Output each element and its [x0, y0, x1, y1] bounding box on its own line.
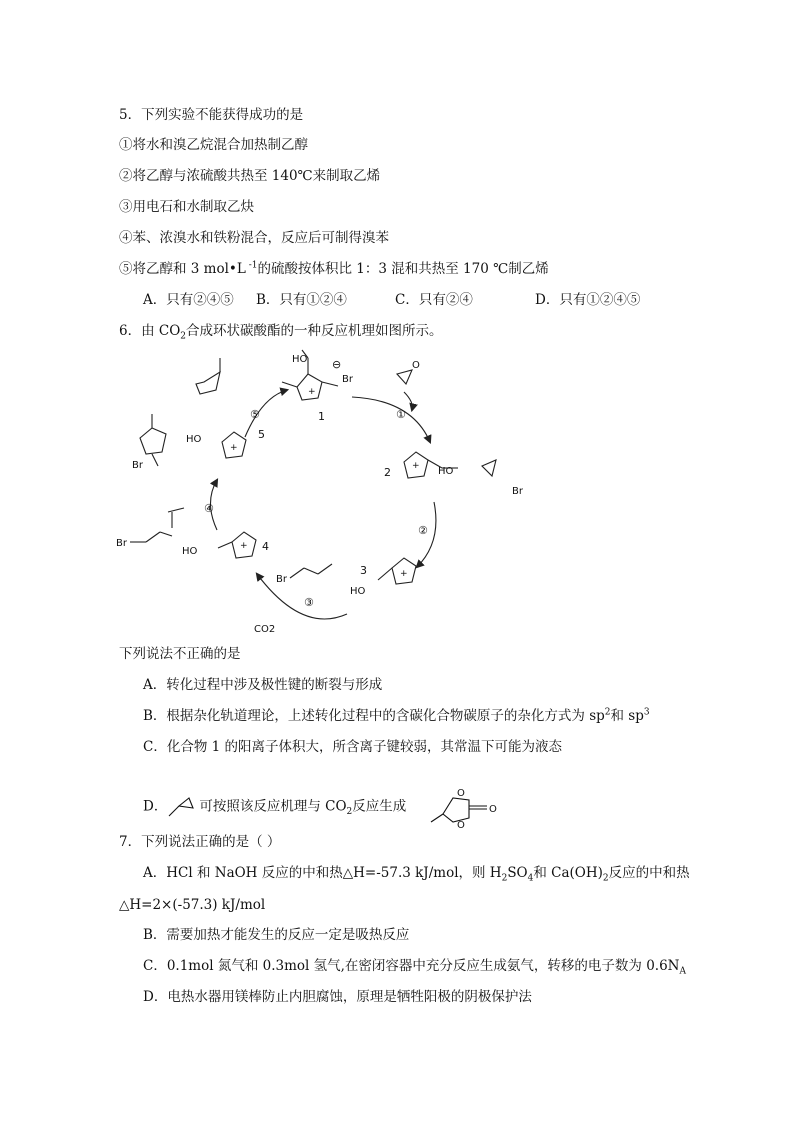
- propylene-carbonate-structure: [425, 784, 503, 830]
- q7-option-b: B．需要加热才能发生的反应一定是吸热反应: [143, 927, 410, 943]
- step-1-label: ①: [396, 408, 406, 421]
- q7-stem: 7．下列说法正确的是（ ）: [119, 834, 281, 850]
- bromide-2: Br: [512, 486, 523, 497]
- q7-option-c: C．0.1mol 氮气和 0.3mol 氢气,在密闭容器中充分反应生成氨气，转移的电子数为 $0.6N_A$: [143, 958, 686, 977]
- step-2-label: ②: [418, 524, 428, 537]
- step-3-label: ③: [304, 596, 314, 609]
- product-ring: [196, 372, 220, 394]
- step-4-label: ④: [204, 502, 214, 515]
- q6-option-a: A．转化过程中涉及极性键的断裂与形成: [143, 677, 383, 693]
- compound-5-label: 5: [258, 428, 265, 441]
- compound-2-label: 2: [384, 466, 391, 479]
- q5-stem: 5．下列实验不能获得成功的是: [119, 107, 304, 123]
- bromide-1: Br: [342, 374, 353, 385]
- q5-option-a: A．只有②④⑤: [143, 292, 234, 308]
- compound-1-label: 1: [318, 410, 325, 423]
- carbonyl-oxygen: O: [488, 804, 497, 815]
- q5-options: [143, 291, 640, 309]
- hydroxyl-1: HO: [292, 354, 308, 365]
- hydroxyl-4: HO: [182, 546, 198, 557]
- q6-stem: 6．由 $CO_2$合成环状碳酸酯的一种反应机理如图所示。: [119, 323, 443, 342]
- cycle-arc-1: [352, 397, 430, 442]
- step-5-label: ⑤: [250, 408, 260, 421]
- carbonate-oxygen-2: O: [456, 820, 465, 830]
- compound-3-label: 3: [360, 564, 367, 577]
- hydroxyl-3: HO: [350, 586, 366, 597]
- cation-charge-3: +: [400, 569, 408, 579]
- q5-item-2: ②将乙醇与浓硫酸共热至 140℃来制取乙烯: [119, 168, 381, 184]
- bromide-5: Br: [132, 460, 143, 471]
- q5-option-b: B．只有①②④: [256, 292, 347, 308]
- epoxide-oxygen: O: [412, 360, 420, 371]
- carbonate-oxygen-1: O: [456, 788, 465, 799]
- anion-charge-1: ⊖: [332, 358, 342, 371]
- bromide-4: Br: [116, 538, 127, 549]
- q7-option-a-line1: A．HCl 和 NaOH 反应的中和热△H=-57.3 kJ/mol，则 $H_2SO_4$和 $Ca(OH)_2$反应的中和热: [143, 865, 690, 884]
- q7-option-a-line2: △H=2×(-57.3) kJ/mol: [119, 897, 266, 913]
- compound-4-label: 4: [262, 540, 269, 553]
- q5-item-3: ③用电石和水制取乙炔: [119, 199, 254, 215]
- q5-item-1: ①将水和溴乙烷混合加热制乙醇: [119, 137, 308, 153]
- q5-option-d: D．只有①②④⑤: [535, 292, 641, 308]
- bromide-3: Br: [276, 574, 287, 585]
- q6-prompt: 下列说法不正确的是: [119, 646, 241, 662]
- propylene-oxide-structure: [167, 794, 199, 820]
- hydroxyl-2: HO: [438, 466, 454, 477]
- hydroxyl-5: HO: [186, 434, 202, 445]
- q5-option-c: C．只有②④: [395, 292, 473, 308]
- q6-option-c: C．化合物 1 的阳离子体积大，所含离子键较弱，其常温下可能为液态: [143, 739, 563, 755]
- q5-item-5: ⑤将乙醇和 3 mol•L $^{-1}$的硫酸按体积比 1：3 混和共热至 170 ℃制乙烯: [119, 260, 549, 277]
- cation-charge-2: +: [412, 461, 420, 471]
- cation-charge-5: +: [230, 443, 238, 453]
- co2-label: CO2: [254, 624, 276, 632]
- cation-charge-4: +: [240, 541, 248, 551]
- q6-option-b: B．根据杂化轨道理论，上述转化过程中的含碳化合物碳原子的杂化方式为 $sp^2$和 $sp^3$: [143, 707, 650, 724]
- q5-item-4: ④苯、浓溴水和铁粉混合，反应后可制得溴苯: [119, 230, 389, 246]
- cation-charge-1: +: [308, 387, 316, 397]
- q6-option-d: D． 可按照该反应机理与 $CO_2$反应生成 O O O: [143, 784, 503, 830]
- cycle-arc-3: [257, 574, 347, 619]
- reaction-mechanism-diagram: [112, 342, 552, 632]
- q7-option-d: D．电热水器用镁棒防止内胆腐蚀，原理是牺牲阳极的阴极保护法: [143, 989, 532, 1005]
